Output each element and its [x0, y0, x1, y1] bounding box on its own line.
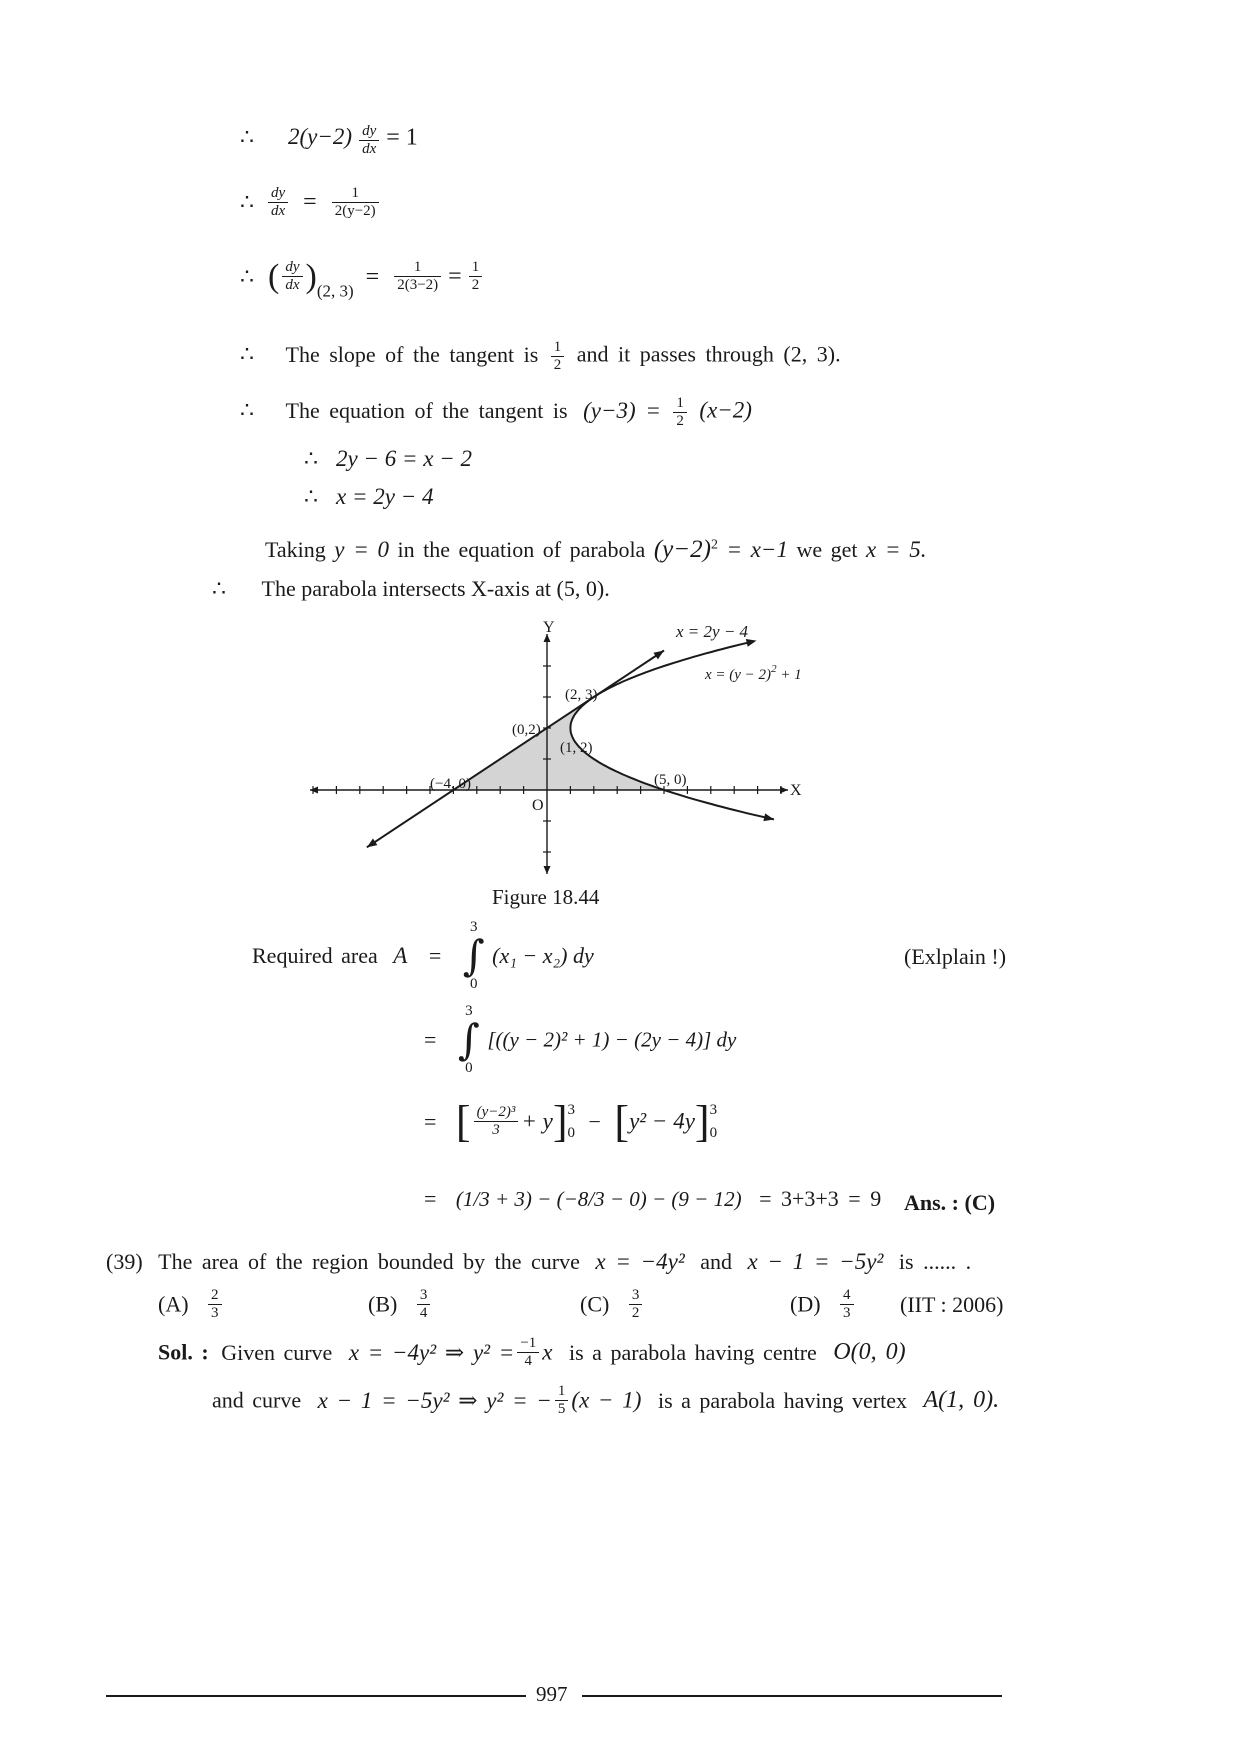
origin-label: O: [532, 797, 544, 814]
question-39: [106, 1249, 971, 1275]
therefore-symbol: ∴: [240, 124, 254, 150]
slope-text: The slope of the tangent is: [285, 341, 539, 367]
equals: =: [448, 263, 462, 290]
centre: O(0, 0): [833, 1339, 906, 1366]
footer-rule-left: [106, 1695, 526, 1697]
numerator: 1: [469, 260, 483, 277]
denominator: 4: [419, 1304, 428, 1321]
integrand: [((y − 2)² + 1) − (2y − 4)] dy: [487, 1027, 737, 1052]
curve-2: x − 1 = −5y²: [747, 1249, 884, 1274]
numerator: 1: [332, 186, 379, 203]
therefore-symbol: ∴: [240, 189, 254, 215]
slope-fraction: [551, 340, 565, 373]
rhs: = 1: [386, 124, 418, 151]
therefore-symbol: ∴: [240, 397, 254, 423]
option-a[interactable]: [158, 1288, 225, 1321]
denominator: dx: [362, 140, 377, 157]
equation: x = 2y − 4: [336, 484, 434, 509]
option-d[interactable]: [790, 1288, 857, 1321]
result: x = 5.: [865, 537, 927, 562]
numerator: −1: [517, 1336, 539, 1353]
rhs-fraction: [332, 186, 379, 219]
sub-line-2: [304, 484, 433, 511]
area-line-2: [424, 1004, 736, 1076]
numerator: 1: [551, 340, 565, 357]
y-arrow-down-icon: [544, 866, 551, 874]
antiderivative-term: + y: [521, 1108, 553, 1134]
tangent-arrow-icon: [653, 651, 664, 660]
equation-tail: (x − 1): [571, 1387, 642, 1413]
footer-rule-right: [582, 1695, 1002, 1697]
option-fraction: [840, 1288, 854, 1321]
numerator: 2: [208, 1288, 222, 1305]
fraction: [555, 1384, 569, 1417]
tangent-equation-line: [240, 396, 752, 429]
x-axis-label: X: [790, 782, 802, 799]
x-arrow-icon: [780, 787, 788, 794]
lhs-fraction: [268, 186, 288, 219]
question-text: and: [700, 1249, 733, 1274]
step-line-1: [240, 124, 418, 157]
equals: =: [424, 1027, 437, 1052]
lower-limit: 0: [465, 1060, 473, 1076]
denominator: 3: [211, 1304, 219, 1321]
solution-text: is a parabola having vertex: [657, 1387, 907, 1413]
answer: Ans. : (C): [904, 1190, 996, 1215]
lower-limit: 0: [469, 976, 478, 992]
numerator: dy: [268, 186, 288, 203]
denominator: 2(y−2): [334, 202, 376, 219]
exponent: 2: [710, 537, 718, 553]
equation: x = −4y² ⇒ y² =: [348, 1339, 515, 1365]
area-variable: A: [393, 943, 408, 968]
upper-limit: 3: [567, 1102, 575, 1118]
point-label-5-0: (5, 0): [654, 772, 687, 788]
denominator: 5: [557, 1400, 566, 1417]
denominator: 2(3−2): [397, 277, 439, 294]
upper-limit: 3: [465, 1003, 473, 1019]
slope-line: [240, 340, 841, 373]
tangent-rhs: (x−2): [699, 397, 752, 423]
option-b[interactable]: [368, 1288, 433, 1321]
condition: y = 0: [334, 537, 390, 562]
explain-note: (Exlplain !): [904, 944, 1007, 969]
denominator: dx: [285, 277, 300, 294]
area-label: Required area: [252, 943, 378, 968]
numerator: dy: [282, 260, 302, 277]
intersect-line: [212, 576, 610, 602]
lhs-fraction: [282, 260, 302, 293]
option-label: (A): [158, 1291, 189, 1317]
denominator: dx: [271, 202, 286, 219]
solution-label: Sol. :: [158, 1339, 209, 1365]
option-label: (C): [580, 1291, 610, 1317]
result: = 3+3+3 = 9: [759, 1186, 882, 1211]
numerator: dy: [359, 124, 379, 141]
numerator: 3: [629, 1288, 643, 1305]
therefore-symbol: ∴: [304, 484, 318, 509]
text: The parabola intersects X-axis at (5, 0).: [261, 576, 610, 601]
taking-line: [265, 536, 926, 564]
point-label-0-2: (0,2): [512, 722, 541, 738]
question-text: is ...... .: [898, 1249, 972, 1274]
step-line-3: ∴ ( $\frac{dy}{dx}$ )(2, 3) = $\frac{1}{2(3-2)}$ = $\frac{1}{2}$: [240, 258, 485, 302]
solution-text: is a parabola having centre: [569, 1339, 817, 1365]
area-line-4: [424, 1186, 881, 1212]
evaluation: (1/3 + 3) − (−8/3 − 0) − (9 − 12): [455, 1187, 742, 1211]
denominator: 4: [524, 1352, 533, 1369]
upper-limit: 3: [469, 919, 478, 935]
numerator: 4: [840, 1288, 854, 1305]
slope-text-tail: and it passes through (2, 3).: [576, 341, 841, 367]
denominator: 3: [492, 1121, 500, 1138]
option-fraction: [417, 1288, 431, 1321]
tangent-text: The equation of the tangent is: [285, 397, 568, 423]
figure-graph: [300, 612, 840, 882]
solution-text: and curve: [212, 1387, 302, 1413]
question-number: (39): [106, 1249, 143, 1274]
therefore-symbol: ∴: [240, 264, 254, 289]
option-label: (B): [368, 1291, 398, 1317]
option-c[interactable]: [580, 1288, 645, 1321]
equation: 2y − 6 = x − 2: [336, 446, 472, 471]
x-arrow-left-icon: [310, 787, 318, 794]
curve-1: x = −4y²: [595, 1249, 685, 1274]
question-source: (IIT : 2006): [900, 1292, 1004, 1317]
equals: =: [428, 943, 442, 968]
denominator: 2: [471, 277, 480, 294]
parabola-rhs: = x−1: [726, 537, 788, 562]
area-line-3: = [ $\frac{\text{(y−2)³}}{3}$ + y] 3 0 − [y² − 4y] 3 0: [424, 1097, 718, 1146]
integrand: (x₁ − x₂) dy: [492, 943, 594, 968]
point-label-1-2: (1, 2): [560, 740, 593, 756]
solution-text: Given curve: [221, 1339, 333, 1365]
point-label-minus4-0: (−4, 0): [430, 776, 471, 792]
derivative-fraction: [359, 124, 379, 157]
half-fraction: [469, 260, 483, 293]
page-number: 997: [536, 1682, 568, 1706]
integral: 3 ∫ 0: [462, 919, 485, 992]
sub-line-1: [304, 446, 472, 473]
evaluation-point: (2, 3): [316, 281, 354, 301]
option-fraction: [629, 1288, 643, 1321]
tangent-line: [367, 651, 664, 848]
tangent-arrow-lower-icon: [367, 838, 378, 847]
vertex: A(1, 0).: [923, 1387, 1000, 1414]
lower-limit: 0: [709, 1124, 718, 1141]
antiderivative-term: y² − 4y: [629, 1108, 695, 1134]
tangent-fraction: [673, 396, 687, 429]
text: we get: [796, 537, 858, 562]
therefore-symbol: ∴: [240, 341, 254, 367]
numerator: (y−2)³: [474, 1105, 519, 1122]
numerator: 3: [417, 1288, 431, 1305]
antiderivative-fraction: [474, 1105, 519, 1138]
numerator: 1: [673, 396, 687, 413]
question-text: The area of the region bounded by the curve: [158, 1249, 580, 1274]
option-fraction: [208, 1288, 222, 1321]
rhs-fraction: [394, 260, 441, 293]
lhs: 2(y−2): [288, 124, 353, 150]
denominator: 2: [631, 1304, 640, 1321]
equals: =: [424, 1186, 437, 1211]
fraction: [517, 1336, 539, 1369]
equals: =: [365, 263, 380, 290]
numerator: 1: [394, 260, 441, 277]
denominator: 2: [676, 412, 684, 429]
upper-limit: 3: [709, 1102, 718, 1118]
therefore-symbol: ∴: [212, 576, 226, 601]
option-label: (D): [790, 1291, 821, 1317]
figure-caption: Figure 18.44: [492, 885, 600, 909]
denominator: 3: [843, 1304, 851, 1321]
area-line-1: [252, 920, 594, 992]
text: in the equation of parabola: [397, 537, 646, 562]
solution-line-1: [158, 1336, 906, 1369]
therefore-symbol: ∴: [304, 446, 318, 471]
tangent-label: x = 2y − 4: [676, 622, 749, 641]
numerator: 1: [555, 1384, 569, 1401]
step-line-2: [240, 186, 382, 219]
integral: 3 ∫ 0: [457, 1003, 480, 1076]
tangent-lhs: (y−3) =: [583, 397, 661, 423]
text: Taking: [265, 537, 326, 562]
equals: =: [424, 1108, 437, 1134]
point-label-2-3: (2, 3): [565, 687, 598, 703]
equation: x − 1 = −5y² ⇒ y² = −: [317, 1387, 552, 1413]
solution-line-2: [212, 1384, 999, 1417]
parabola-label: $x = (y - 2)^2 + 1$: [705, 663, 802, 683]
equals: =: [303, 189, 317, 216]
y-axis-label: Y: [543, 619, 555, 636]
denominator: 2: [553, 356, 562, 373]
shaded-region: [453, 697, 664, 790]
equation-tail: x: [542, 1339, 553, 1365]
parabola-lhs: (y−2): [653, 536, 711, 563]
minus: −: [588, 1108, 601, 1134]
lower-limit: 0: [567, 1124, 575, 1141]
